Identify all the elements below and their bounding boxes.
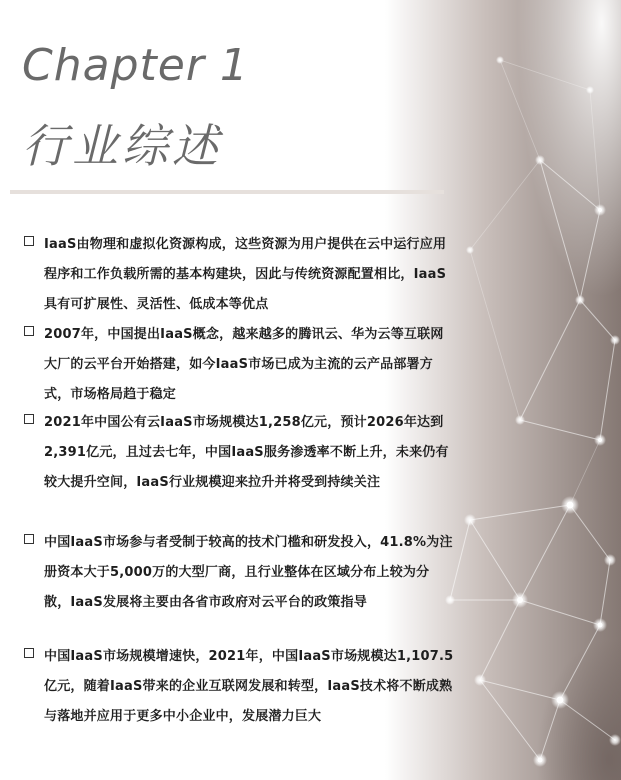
list-item bbox=[22, 408, 454, 498]
checkbox-bullet-icon bbox=[24, 326, 34, 336]
bullet-text: 中国IaaS市场参与者受制于较高的技术门槛和研发投入，41.8%为注册资本大于5,000万的大型厂商，且行业整体在区域分布上较为分散，IaaS发展将主要由各省市政府对云平台的政策指导 bbox=[44, 535, 453, 610]
bullet-text: 2021年中国公有云IaaS市场规模达1,258亿元，预计2026年达到2,391亿元，且过去七年，中国IaaS服务渗透率不断上升，未来仍有较大提升空间，IaaS行业规模迎来拉升并将受到持续关注 bbox=[44, 415, 449, 490]
chapter-label: Chapter 1 bbox=[22, 40, 249, 91]
bullet-text: IaaS由物理和虚拟化资源构成，这些资源为用户提供在云中运行应用程序和工作负载所需的基本构建块，因此与传统资源配置相比，IaaS具有可扩展性、灵活性、低成本等优点 bbox=[44, 237, 447, 312]
checkbox-bullet-icon bbox=[24, 648, 34, 658]
bullet-text: 中国IaaS市场规模增速快，2021年，中国IaaS市场规模达1,107.5亿元，随着IaaS带来的企业互联网发展和转型，IaaS技术将不断成熟与落地并应用于更多中小企业中，发展潜力巨大 bbox=[44, 649, 454, 724]
chapter-title: 行业综述 bbox=[22, 119, 222, 173]
list-item bbox=[22, 528, 454, 618]
list-item bbox=[22, 320, 454, 410]
section-divider bbox=[10, 190, 444, 194]
list-item bbox=[22, 230, 454, 320]
list-item bbox=[22, 642, 454, 732]
checkbox-bullet-icon bbox=[24, 534, 34, 544]
checkbox-bullet-icon bbox=[24, 236, 34, 246]
checkbox-bullet-icon bbox=[24, 414, 34, 424]
bullet-text: 2007年，中国提出IaaS概念，越来越多的腾讯云、华为云等互联网大厂的云平台开始搭建，如今IaaS市场已成为主流的云产品部署方式，市场格局趋于稳定 bbox=[44, 327, 444, 402]
